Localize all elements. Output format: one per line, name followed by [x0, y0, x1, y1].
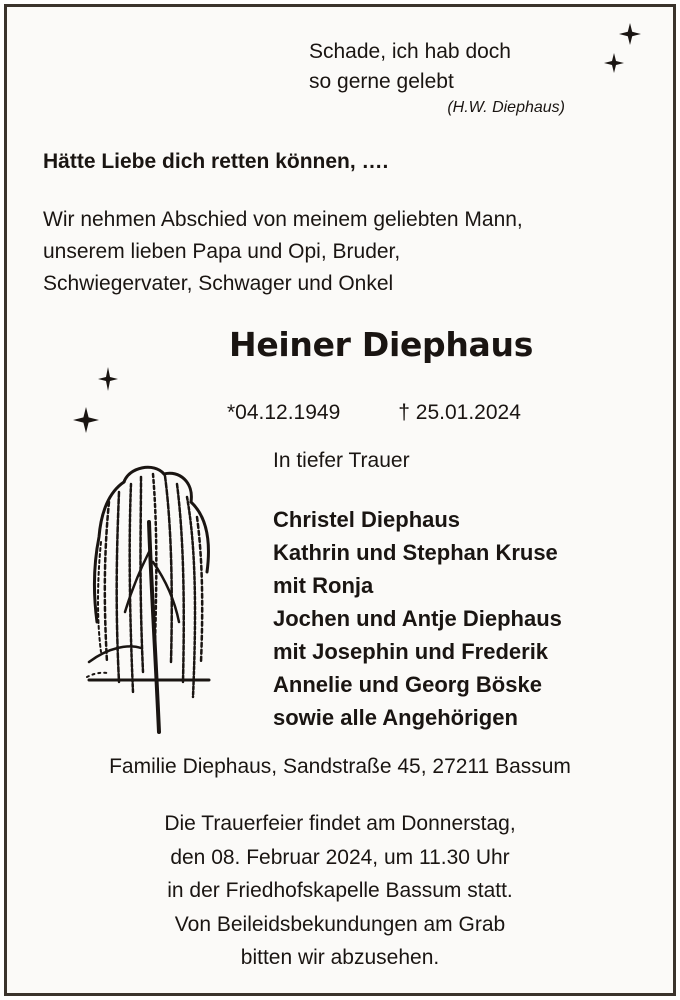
death-date: † 25.01.2024: [398, 401, 521, 424]
quote-author: (H.W. Diephaus): [447, 99, 565, 116]
intro-line: unserem lieben Papa und Opi, Bruder,: [43, 240, 401, 263]
birth-date: *04.12.1949: [227, 401, 341, 424]
star-icon: [73, 407, 99, 433]
mourner-name: sowie alle Angehörigen: [273, 705, 518, 730]
star-icon: [619, 23, 641, 45]
service-line: Von Beileidsbekundungen am Grab: [174, 912, 506, 936]
funeral-service-info: [7, 807, 673, 975]
mourning-heading: In tiefer Trauer: [273, 449, 410, 472]
quote-line: Schade, ich hab doch: [309, 40, 511, 63]
mourner-name: mit Ronja: [273, 573, 374, 598]
mourner-name: Christel Diephaus: [273, 507, 461, 532]
mourners-list: [273, 503, 562, 734]
service-line: bitten wir abzusehen.: [240, 946, 440, 969]
life-dates: [227, 401, 521, 425]
intro-line: Wir nehmen Abschied von meinem geliebten Mann,: [43, 208, 523, 231]
mourner-name: Kathrin und Stephan Kruse: [273, 540, 558, 565]
service-line: Die Trauerfeier findet am Donnerstag,: [164, 812, 516, 835]
intro-line: Schwiegervater, Schwager und Onkel: [43, 272, 394, 295]
mourner-name: Jochen und Antje Diephaus: [273, 606, 562, 631]
service-line: den 08. Februar 2024, um 11.30 Uhr: [170, 845, 510, 869]
intro-title: Hätte Liebe dich retten können, ….: [43, 150, 389, 173]
weeping-willow-icon: [79, 462, 224, 747]
quote-block: [309, 37, 609, 119]
mourner-name: mit Josephin und Frederik: [273, 639, 549, 664]
quote-line: so gerne gelebt: [309, 70, 454, 93]
obituary-card: [4, 4, 676, 996]
mourner-name: Annelie und Georg Böske: [273, 672, 542, 697]
star-icon: [98, 367, 118, 391]
family-address: Familie Diephaus, Sandstraße 45, 27211 Bassum: [109, 755, 571, 778]
deceased-name: Heiner Diephaus: [229, 325, 534, 364]
intro-text: [43, 204, 623, 300]
service-line: in der Friedhofskapelle Bassum statt.: [167, 879, 513, 902]
